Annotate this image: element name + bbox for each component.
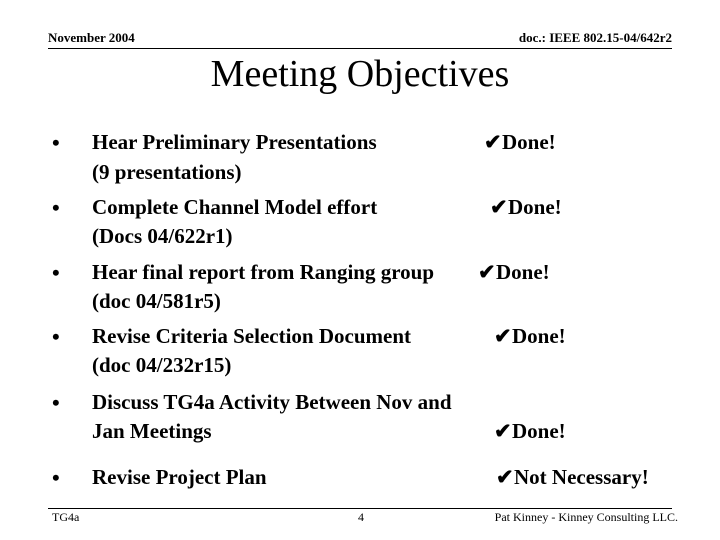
- item-4-line-2: (doc 04/232r15): [92, 353, 232, 377]
- item-2-status: [490, 195, 562, 220]
- item-4-status: [494, 324, 566, 349]
- bullet-4: •: [52, 324, 60, 349]
- footer-author: Pat Kinney - Kinney Consulting LLC.: [494, 510, 678, 524]
- item-5-line-1: Discuss TG4a Activity Between Nov and: [92, 390, 452, 414]
- slide-title: Meeting Objectives: [210, 53, 510, 95]
- header-doc-number: doc.: IEEE 802.15-04/642r2: [518, 30, 672, 45]
- check-mark-icon: ✔: [494, 419, 512, 443]
- footer-group: TG4a: [52, 510, 80, 524]
- item-3-line-2: (doc 04/581r5): [92, 289, 221, 313]
- item-6-line-1: Revise Project Plan: [92, 465, 267, 489]
- item-5-status: [494, 419, 566, 444]
- item-4-status-text: Done!: [512, 324, 566, 348]
- item-5-status-text: Done!: [512, 419, 566, 443]
- item-1-line-1: Hear Preliminary Presentations: [92, 130, 377, 154]
- bullet-5: •: [52, 390, 60, 415]
- check-mark-icon: ✔: [496, 465, 514, 489]
- page-number: 4: [358, 510, 364, 524]
- item-1-status-text: Done!: [502, 130, 556, 154]
- header-date: November 2004: [48, 30, 135, 45]
- item-5-line-2: Jan Meetings: [92, 419, 212, 443]
- bullet-1: •: [52, 130, 60, 155]
- item-2-status-text: Done!: [508, 195, 562, 219]
- item-3-line-1: Hear final report from Ranging group: [92, 260, 435, 284]
- item-6-status-text: Not Necessary!: [514, 465, 649, 489]
- bullet-6: •: [52, 465, 60, 490]
- bullet-3: •: [52, 260, 60, 285]
- check-mark-icon: ✔: [484, 130, 502, 154]
- check-mark-icon: ✔: [490, 195, 508, 219]
- bullet-2: •: [52, 195, 60, 220]
- item-1-status: [484, 130, 556, 155]
- item-1-line-2: (9 presentations): [92, 160, 242, 184]
- footer-rule: [48, 508, 672, 509]
- item-3-status-text: Done!: [496, 260, 550, 284]
- item-2-line-1: Complete Channel Model effort: [92, 195, 378, 219]
- item-3-status: [478, 260, 550, 285]
- header-rule: [48, 48, 672, 49]
- check-mark-icon: ✔: [478, 260, 496, 284]
- check-mark-icon: ✔: [494, 324, 512, 348]
- item-6-status: [496, 465, 649, 490]
- item-2-line-2: (Docs 04/622r1): [92, 224, 233, 248]
- item-4-line-1: Revise Criteria Selection Document: [92, 324, 411, 348]
